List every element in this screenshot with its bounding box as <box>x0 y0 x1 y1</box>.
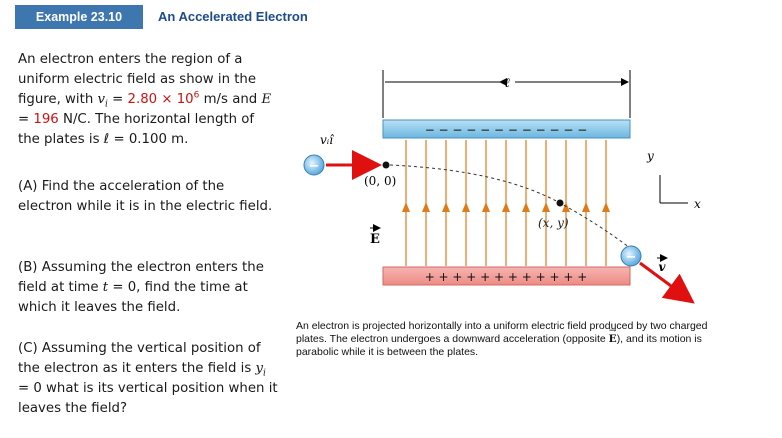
top-plate-charges: − − − − − − − − − − − − <box>424 123 588 137</box>
electron-sign-initial: − <box>308 159 320 174</box>
problem-statement: An electron enters the region of a uniform electric field as show in the figure, with $v_i = 2.80 \times 10^6$ m/s and E = 196 N/C. The horizontal length of the plates is ℓ = 0.100 m. <box>18 52 272 147</box>
field-arrowhead <box>442 202 450 212</box>
x-axis-label: x <box>694 197 701 211</box>
final-velocity-label-text: v <box>658 260 666 274</box>
field-arrowhead <box>502 202 510 212</box>
xy-label: (x, y) <box>538 216 569 230</box>
figure-caption: An electron is projected horizontally into a uniform electric field produced by two charged plates. The electron undergoes a downward acceleration (opposite → E), and its motion is parabolic while it is between the plates. <box>296 320 716 359</box>
field-arrowhead <box>402 202 410 212</box>
caption-e-vector: → E <box>609 333 617 346</box>
field-arrowhead <box>602 202 610 212</box>
field-arrowhead <box>522 202 530 212</box>
length-label: ℓ <box>504 76 510 91</box>
part-c: (C) Assuming the vertical position of the electron as it enters the field is $y_i = 0$ what is its vertical position when it leaves the field? <box>18 341 278 416</box>
final-velocity-label <box>657 258 667 274</box>
y-axis-label: y <box>647 149 654 163</box>
field-arrowhead <box>582 202 590 212</box>
field-arrowhead <box>482 202 490 212</box>
example-badge: Example 23.10 <box>15 5 143 29</box>
field-arrowhead <box>462 202 470 212</box>
origin-label: (0, 0) <box>364 174 397 188</box>
electron-sign-final: − <box>625 250 637 265</box>
field-label <box>370 228 380 247</box>
part-b: (B) Assuming the electron enters the field at time t = 0, find the time at which it leaves the field. <box>18 260 264 315</box>
bottom-plate-charges: + + + + + + + + + + + + <box>424 270 588 284</box>
field-arrowheads <box>402 202 610 212</box>
xy-point <box>557 200 564 207</box>
initial-velocity-label: vᵢî <box>320 133 334 147</box>
origin-point <box>383 162 390 169</box>
field-arrowhead <box>542 202 550 212</box>
field-arrowhead <box>422 202 430 212</box>
example-title: An Accelerated Electron <box>158 9 308 24</box>
electric-field-figure <box>290 60 740 320</box>
part-a: (A) Find the acceleration of the electron while it is in the electric field. <box>18 179 273 214</box>
field-label-text: E <box>370 232 380 247</box>
